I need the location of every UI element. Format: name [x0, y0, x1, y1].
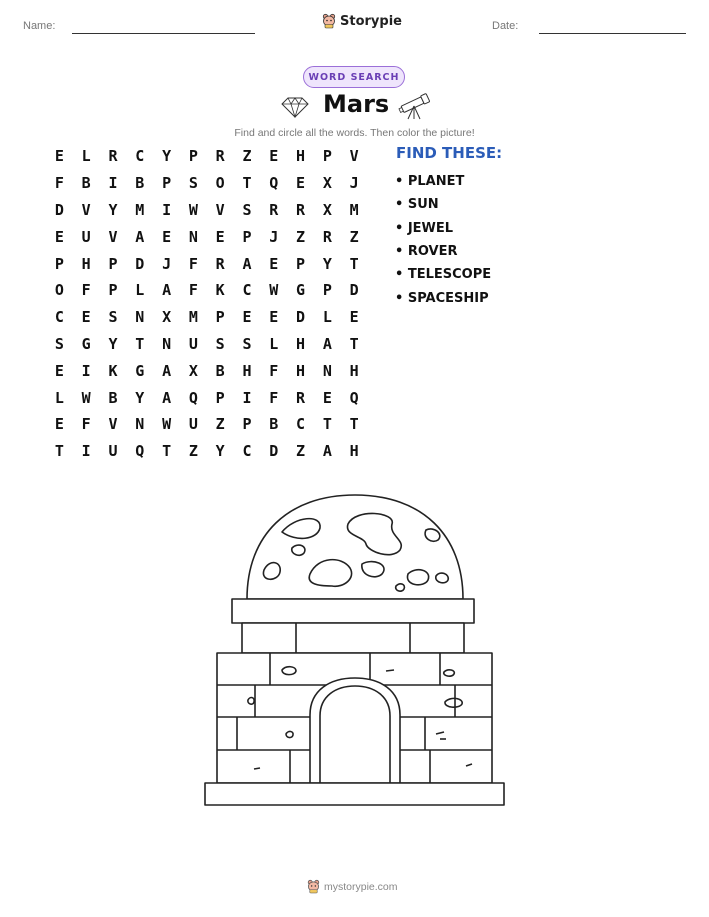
grid-letter[interactable]: W [188, 200, 198, 219]
grid-letter[interactable]: W [269, 281, 279, 300]
grid-letter[interactable]: H [296, 334, 306, 353]
grid-letter[interactable]: U [108, 442, 118, 461]
word-item: • JEWEL [395, 220, 454, 236]
grid-letter[interactable]: E [242, 308, 252, 327]
grid-letter[interactable]: I [242, 388, 252, 407]
grid-letter[interactable]: A [135, 227, 145, 246]
grid-letter[interactable]: C [54, 308, 64, 327]
grid-letter[interactable]: F [81, 281, 91, 300]
grid-letter[interactable]: P [162, 174, 172, 193]
grid-letter[interactable]: P [108, 254, 118, 273]
grid-letter[interactable]: Q [135, 442, 145, 461]
grid-letter[interactable]: W [162, 415, 172, 434]
grid-letter[interactable]: Q [349, 388, 359, 407]
grid-letter[interactable]: T [162, 442, 172, 461]
grid-letter[interactable]: L [322, 308, 332, 327]
grid-letter[interactable]: S [54, 334, 64, 353]
brand-logo [322, 13, 402, 29]
word-item: • PLANET [395, 174, 465, 190]
grid-letter[interactable]: N [162, 334, 172, 353]
grid-letter[interactable]: D [269, 442, 279, 461]
grid-letter[interactable]: X [322, 174, 332, 193]
grid-letter[interactable]: P [188, 147, 198, 166]
grid-letter[interactable]: E [269, 308, 279, 327]
grid-letter[interactable]: L [269, 334, 279, 353]
grid-letter[interactable]: E [162, 227, 172, 246]
grid-letter[interactable]: B [81, 174, 91, 193]
brand-name: Storypie [340, 13, 402, 29]
date-label: Date: [492, 20, 519, 32]
footer [307, 879, 398, 894]
grid-letter[interactable]: O [215, 174, 225, 193]
grid-letter[interactable]: S [242, 334, 252, 353]
grid-letter[interactable]: E [269, 147, 279, 166]
grid-letter[interactable]: P [322, 281, 332, 300]
grid-letter[interactable]: L [81, 147, 91, 166]
grid-letter[interactable]: V [108, 415, 118, 434]
grid-letter[interactable]: I [81, 361, 91, 380]
grid-letter[interactable]: Z [188, 442, 198, 461]
word-item: • SUN [395, 197, 439, 213]
grid-letter[interactable]: F [188, 254, 198, 273]
grid-letter[interactable]: Y [108, 200, 118, 219]
grid-letter[interactable]: D [349, 281, 359, 300]
grid-letter[interactable]: J [269, 227, 279, 246]
grid-letter[interactable]: F [269, 388, 279, 407]
date-line[interactable] [539, 33, 686, 34]
observatory-coloring-picture[interactable] [200, 490, 510, 815]
grid-letter[interactable]: O [54, 281, 64, 300]
grid-letter[interactable]: L [135, 281, 145, 300]
grid-letter[interactable]: A [322, 442, 332, 461]
grid-letter[interactable]: F [54, 174, 64, 193]
grid-letter[interactable]: H [81, 254, 91, 273]
grid-letter[interactable]: C [135, 147, 145, 166]
grid-letter[interactable]: U [188, 334, 198, 353]
grid-letter[interactable]: X [162, 308, 172, 327]
grid-letter[interactable]: E [322, 388, 332, 407]
word-item: • TELESCOPE [395, 267, 492, 283]
grid-letter[interactable]: Y [135, 388, 145, 407]
grid-letter[interactable]: T [135, 334, 145, 353]
grid-letter[interactable]: I [81, 442, 91, 461]
grid-letter[interactable]: N [322, 361, 332, 380]
grid-letter[interactable]: Y [322, 254, 332, 273]
grid-letter[interactable]: V [108, 227, 118, 246]
grid-letter[interactable]: C [296, 415, 306, 434]
grid-letter[interactable]: E [54, 415, 64, 434]
grid-letter[interactable]: F [269, 361, 279, 380]
grid-letter[interactable]: T [322, 415, 332, 434]
grid-letter[interactable]: R [108, 147, 118, 166]
grid-letter[interactable]: P [296, 254, 306, 273]
grid-letter[interactable]: P [108, 281, 118, 300]
grid-letter[interactable]: B [269, 415, 279, 434]
grid-letter[interactable]: H [349, 442, 359, 461]
grid-letter[interactable]: D [54, 200, 64, 219]
grid-letter[interactable]: E [215, 227, 225, 246]
grid-letter[interactable]: V [81, 200, 91, 219]
grid-letter[interactable]: N [135, 308, 145, 327]
word-list [395, 170, 491, 310]
word-search-grid[interactable] [46, 143, 368, 465]
word-item: • ROVER [395, 244, 458, 260]
grid-letter[interactable]: B [108, 388, 118, 407]
name-line[interactable] [72, 33, 255, 34]
grid-letter[interactable]: V [215, 200, 225, 219]
grid-letter[interactable]: R [269, 200, 279, 219]
grid-letter[interactable]: D [135, 254, 145, 273]
grid-letter[interactable]: R [215, 254, 225, 273]
grid-letter[interactable]: T [54, 442, 64, 461]
grid-letter[interactable]: A [242, 254, 252, 273]
grid-letter[interactable]: S [242, 200, 252, 219]
grid-letter[interactable]: B [135, 174, 145, 193]
grid-letter[interactable]: F [188, 281, 198, 300]
grid-letter[interactable]: P [215, 308, 225, 327]
grid-letter[interactable]: T [349, 415, 359, 434]
grid-letter[interactable]: Q [269, 174, 279, 193]
grid-letter[interactable]: J [162, 254, 172, 273]
word-search-badge: WORD SEARCH [303, 66, 405, 88]
grid-letter[interactable]: G [296, 281, 306, 300]
diamond-icon [281, 96, 309, 118]
grid-letter[interactable]: E [269, 254, 279, 273]
grid-letter[interactable]: V [349, 147, 359, 166]
grid-letter[interactable]: E [296, 174, 306, 193]
find-these-heading: FIND THESE: [396, 144, 503, 162]
grid-letter[interactable]: M [188, 308, 198, 327]
grid-letter[interactable]: L [54, 388, 64, 407]
grid-letter[interactable]: Z [215, 415, 225, 434]
storypie-mascot-icon [307, 879, 320, 894]
footer-url[interactable]: mystorypie.com [324, 880, 398, 893]
grid-letter[interactable]: W [81, 388, 91, 407]
grid-letter[interactable]: Z [242, 147, 252, 166]
grid-letter[interactable]: R [296, 388, 306, 407]
grid-letter[interactable]: P [242, 227, 252, 246]
telescope-icon [397, 91, 433, 121]
grid-letter[interactable]: K [215, 281, 225, 300]
instructions: Find and circle all the words. Then color the picture! [234, 127, 475, 139]
grid-letter[interactable]: A [162, 361, 172, 380]
grid-letter[interactable]: J [349, 174, 359, 193]
grid-letter[interactable]: G [81, 334, 91, 353]
grid-letter[interactable]: E [54, 361, 64, 380]
word-item: • SPACESHIP [395, 290, 489, 306]
grid-letter[interactable]: X [322, 200, 332, 219]
grid-letter[interactable]: S [188, 174, 198, 193]
storypie-mascot-icon [322, 13, 336, 29]
grid-letter[interactable]: E [54, 227, 64, 246]
grid-letter[interactable]: U [81, 227, 91, 246]
grid-letter[interactable]: D [296, 308, 306, 327]
grid-letter[interactable]: B [215, 361, 225, 380]
grid-letter[interactable]: N [188, 227, 198, 246]
grid-letter[interactable]: Y [108, 334, 118, 353]
grid-letter[interactable]: H [296, 147, 306, 166]
grid-letter[interactable]: N [135, 415, 145, 434]
grid-letter[interactable]: S [108, 308, 118, 327]
grid-letter[interactable]: K [108, 361, 118, 380]
grid-letter[interactable]: Y [215, 442, 225, 461]
grid-letter[interactable]: H [242, 361, 252, 380]
grid-letter[interactable]: Z [296, 227, 306, 246]
grid-letter[interactable]: A [162, 388, 172, 407]
grid-letter[interactable]: I [108, 174, 118, 193]
grid-letter[interactable]: H [349, 361, 359, 380]
grid-letter[interactable]: Z [296, 442, 306, 461]
grid-letter[interactable]: C [242, 442, 252, 461]
page-title: Mars [323, 90, 390, 118]
grid-letter[interactable]: P [54, 254, 64, 273]
grid-letter[interactable]: S [215, 334, 225, 353]
grid-letter[interactable]: H [296, 361, 306, 380]
grid-letter[interactable]: T [242, 174, 252, 193]
grid-letter[interactable]: U [188, 415, 198, 434]
grid-letter[interactable]: R [322, 227, 332, 246]
grid-letter[interactable]: E [349, 308, 359, 327]
grid-letter[interactable]: P [215, 388, 225, 407]
grid-letter[interactable]: Z [349, 227, 359, 246]
grid-letter[interactable]: G [135, 361, 145, 380]
grid-letter[interactable]: R [215, 147, 225, 166]
grid-letter[interactable]: E [54, 147, 64, 166]
grid-letter[interactable]: Q [188, 388, 198, 407]
grid-letter[interactable]: E [81, 308, 91, 327]
grid-letter[interactable]: A [322, 334, 332, 353]
grid-letter[interactable]: X [188, 361, 198, 380]
grid-letter[interactable]: T [349, 334, 359, 353]
grid-letter[interactable]: M [349, 200, 359, 219]
grid-letter[interactable]: P [242, 415, 252, 434]
grid-letter[interactable]: I [162, 200, 172, 219]
grid-letter[interactable]: R [296, 200, 306, 219]
grid-letter[interactable]: M [135, 200, 145, 219]
name-label: Name: [23, 20, 56, 32]
grid-letter[interactable]: T [349, 254, 359, 273]
grid-letter[interactable]: F [81, 415, 91, 434]
grid-letter[interactable]: C [242, 281, 252, 300]
grid-letter[interactable]: Y [162, 147, 172, 166]
grid-letter[interactable]: A [162, 281, 172, 300]
grid-letter[interactable]: P [322, 147, 332, 166]
